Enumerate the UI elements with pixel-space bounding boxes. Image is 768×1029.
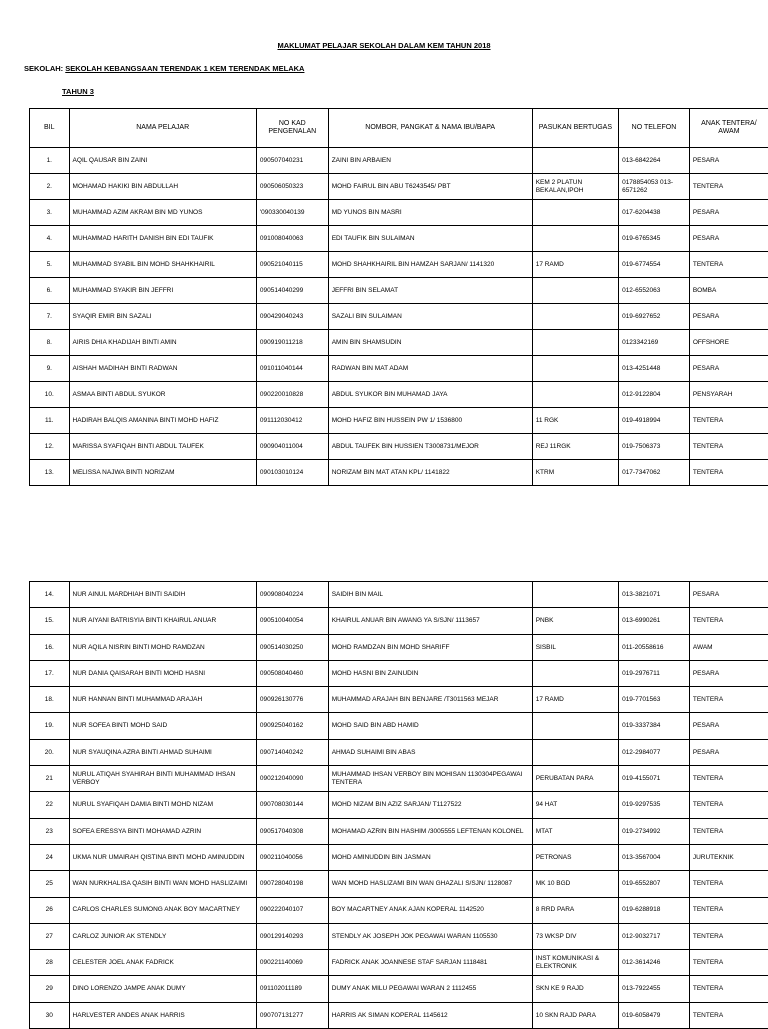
cell-ic: 090507040231: [256, 148, 328, 174]
cell-ic: 090714040242: [256, 739, 328, 765]
table-row: [30, 923, 768, 949]
cell-pasukan: 17 RAMD: [532, 687, 618, 713]
cell-bil: 4.: [30, 226, 70, 252]
cell-telefon: 019-6058479: [619, 1002, 690, 1028]
cell-pasukan: [532, 200, 618, 226]
cell-bapa: DUMY ANAK MILU PEGAWAI WARAN 2 1112455: [328, 976, 532, 1002]
cell-nama: HARLVESTER ANDES ANAK HARRIS: [69, 1002, 256, 1028]
table-row: [30, 460, 768, 486]
cell-telefon: 011-20558616: [619, 634, 690, 660]
cell-status: TENTERA: [689, 897, 768, 923]
cell-nama: NUR AQILA NISRIN BINTI MOHD RAMDZAN: [69, 634, 256, 660]
cell-ic: 091102011189: [256, 976, 328, 1002]
cell-ic: 090222040107: [256, 897, 328, 923]
cell-nama: AISHAH MADIHAH BINTI RADWAN: [69, 356, 256, 382]
cell-telefon: 017-7347062: [619, 460, 690, 486]
cell-telefon: 013-7922455: [619, 976, 690, 1002]
cell-nama: MUHAMMAD AZIM AKRAM BIN MD YUNOS: [69, 200, 256, 226]
cell-status: TENTERA: [689, 976, 768, 1002]
cell-pasukan: 8 RRD PARA: [532, 897, 618, 923]
cell-bapa: MOHD SAID BIN ABD HAMID: [328, 713, 532, 739]
cell-pasukan: INST KOMUNIKASI & ELEKTRONIK: [532, 950, 618, 976]
cell-ic: 090103010124: [256, 460, 328, 486]
cell-bil: 17.: [30, 660, 70, 686]
table-row: [30, 713, 768, 739]
table-row: [30, 582, 768, 608]
cell-pasukan: [532, 148, 618, 174]
cell-bapa: MOHD RAMDZAN BIN MOHD SHARIFF: [328, 634, 532, 660]
table-row: [30, 356, 768, 382]
cell-pasukan: 73 WKSP DIV: [532, 923, 618, 949]
cell-ic: 090521040115: [256, 252, 328, 278]
table-row: [30, 382, 768, 408]
cell-telefon: 017-6204438: [619, 200, 690, 226]
cell-nama: UKMA NUR UMAIRAH QISTINA BINTI MOHD AMINUDDIN: [69, 844, 256, 870]
cell-nama: NUR AIYANI BATRISYIA BINTI KHAIRUL ANUAR: [69, 608, 256, 634]
cell-pasukan: SISBIL: [532, 634, 618, 660]
cell-bapa: EDI TAUFIK BIN SULAIMAN: [328, 226, 532, 252]
table-row: [30, 844, 768, 870]
cell-bapa: STENDLY AK JOSEPH JOK PEGAWAI WARAN 1105530: [328, 923, 532, 949]
cell-status: TENTERA: [689, 434, 768, 460]
cell-ic: 090211040056: [256, 844, 328, 870]
cell-status: PENSYARAH: [689, 382, 768, 408]
cell-ic: 090926130776: [256, 687, 328, 713]
cell-bil: 8.: [30, 330, 70, 356]
cell-bil: 21: [30, 766, 70, 792]
cell-ic: 090904011004: [256, 434, 328, 460]
cell-nama: NURUL SYAFIQAH DAMIA BINTI MOHD NIZAM: [69, 792, 256, 818]
cell-telefon: 019-6927652: [619, 304, 690, 330]
cell-bapa: NORIZAM BIN MAT ATAN KPL/ 1141822: [328, 460, 532, 486]
cell-nama: MUHAMMAD SYABIL BIN MOHD SHAHKHAIRIL: [69, 252, 256, 278]
cell-bapa: RADWAN BIN MAT ADAM: [328, 356, 532, 382]
cell-bapa: WAN MOHD HASLIZAMI BIN WAN GHAZALI S/SJN/ 1128087: [328, 871, 532, 897]
table-row: [30, 687, 768, 713]
cell-ic: 090514040299: [256, 278, 328, 304]
table-row: [30, 408, 768, 434]
cell-status: TENTERA: [689, 687, 768, 713]
table-row: [30, 278, 768, 304]
cell-bil: 13.: [30, 460, 70, 486]
cell-ic: 090925040162: [256, 713, 328, 739]
table-row: [30, 766, 768, 792]
cell-telefon: 0123342169: [619, 330, 690, 356]
cell-nama: CARLOZ JUNIOR AK STENDLY: [69, 923, 256, 949]
cell-nama: MOHAMAD HAKIKI BIN ABDULLAH: [69, 174, 256, 200]
cell-nama: NUR SOFEA BINTI MOHD SAID: [69, 713, 256, 739]
cell-nama: NUR SYAUQINA AZRA BINTI AHMAD SUHAIMI: [69, 739, 256, 765]
cell-bil: 16.: [30, 634, 70, 660]
cell-telefon: 012-3614246: [619, 950, 690, 976]
col-pasukan: PASUKAN BERTUGAS: [532, 109, 618, 148]
cell-telefon: 019-7701563: [619, 687, 690, 713]
cell-bil: 9.: [30, 356, 70, 382]
cell-bil: 2.: [30, 174, 70, 200]
cell-status: TENTERA: [689, 460, 768, 486]
cell-telefon: 019-4918994: [619, 408, 690, 434]
cell-status: TENTERA: [689, 871, 768, 897]
cell-telefon: 019-6774554: [619, 252, 690, 278]
cell-pasukan: [532, 330, 618, 356]
cell-bil: 10.: [30, 382, 70, 408]
cell-status: PESARA: [689, 713, 768, 739]
student-table-1: [29, 108, 768, 486]
table-row: [30, 871, 768, 897]
table-row: [30, 818, 768, 844]
cell-telefon: 012-9032717: [619, 923, 690, 949]
table-row: [30, 608, 768, 634]
cell-nama: ASMAA BINTI ABDUL SYUKOR: [69, 382, 256, 408]
cell-status: TENTERA: [689, 792, 768, 818]
table-row: [30, 976, 768, 1002]
cell-nama: SOFEA ERESSYA BINTI MOHAMAD AZRIN: [69, 818, 256, 844]
cell-pasukan: MK 10 BGD: [532, 871, 618, 897]
cell-bapa: MUHAMMAD IHSAN VERBOY BIN MOHISAN 1130304PEGAWAI TENTERA: [328, 766, 532, 792]
cell-nama: NUR AINUL MARDHIAH BINTI SAIDIH: [69, 582, 256, 608]
cell-ic: 090728040198: [256, 871, 328, 897]
cell-nama: NUR HANNAN BINTI MUHAMMAD ARAJAH: [69, 687, 256, 713]
cell-telefon: 019-6765345: [619, 226, 690, 252]
table-header-row: [30, 109, 768, 148]
cell-pasukan: [532, 226, 618, 252]
document-title: MAKLUMAT PELAJAR SEKOLAH DALAM KEM TAHUN 2018: [0, 41, 768, 50]
cell-bapa: HARRIS AK SIMAN KOPERAL 1145612: [328, 1002, 532, 1028]
cell-nama: AIRIS DHIA KHADIJAH BINTI AMIN: [69, 330, 256, 356]
cell-ic: 090514030250: [256, 634, 328, 660]
table-row: [30, 200, 768, 226]
cell-nama: AQIL QAUSAR BIN ZAINI: [69, 148, 256, 174]
col-telefon: NO TELEFON: [619, 109, 690, 148]
cell-telefon: 013-3567004: [619, 844, 690, 870]
table-row: [30, 950, 768, 976]
cell-ic: 090429040243: [256, 304, 328, 330]
col-status: ANAK TENTERA/ AWAM: [689, 109, 768, 148]
cell-status: TENTERA: [689, 174, 768, 200]
cell-pasukan: [532, 278, 618, 304]
table-row: [30, 148, 768, 174]
cell-pasukan: [532, 382, 618, 408]
cell-pasukan: [532, 739, 618, 765]
cell-telefon: 0178854053 013-6571262: [619, 174, 690, 200]
school-name: SEKOLAH KEBANGSAAN TERENDAK 1 KEM TERENDAK MELAKA: [65, 64, 304, 73]
table-row: [30, 434, 768, 460]
cell-ic: 090708030144: [256, 792, 328, 818]
cell-bil: 15.: [30, 608, 70, 634]
cell-pasukan: PNBK: [532, 608, 618, 634]
cell-status: BOMBA: [689, 278, 768, 304]
cell-bil: 22: [30, 792, 70, 818]
cell-pasukan: KTRM: [532, 460, 618, 486]
col-bapa: NOMBOR, PANGKAT & NAMA IBU/BAPA: [328, 109, 532, 148]
cell-nama: SYAQIR EMIR BIN SAZALI: [69, 304, 256, 330]
cell-bil: 23: [30, 818, 70, 844]
table-row: [30, 226, 768, 252]
cell-bapa: MOHD AMINUDDIN BIN JASMAN: [328, 844, 532, 870]
cell-status: PESARA: [689, 148, 768, 174]
cell-telefon: 019-3337384: [619, 713, 690, 739]
cell-bil: 30: [30, 1002, 70, 1028]
cell-bapa: ABDUL TAUFEK BIN HUSSIEN T3008731/MEJOR: [328, 434, 532, 460]
cell-pasukan: PERUBATAN PARA: [532, 766, 618, 792]
cell-pasukan: 17 RAMD: [532, 252, 618, 278]
cell-bapa: MOHD HASNI BIN ZAINUDIN: [328, 660, 532, 686]
cell-bil: 14.: [30, 582, 70, 608]
cell-telefon: 013-4251448: [619, 356, 690, 382]
cell-status: TENTERA: [689, 252, 768, 278]
table-row: [30, 1002, 768, 1028]
cell-ic: 090919011218: [256, 330, 328, 356]
cell-status: TENTERA: [689, 766, 768, 792]
cell-bapa: MOHAMAD AZRIN BIN HASHIM /3005555 LEFTENAN KOLONEL: [328, 818, 532, 844]
cell-bil: 18.: [30, 687, 70, 713]
cell-bil: 19.: [30, 713, 70, 739]
cell-bil: 12.: [30, 434, 70, 460]
cell-nama: CELESTER JOEL ANAK FADRICK: [69, 950, 256, 976]
col-ic: NO KAD PENGENALAN: [256, 109, 328, 148]
cell-telefon: 019-9297535: [619, 792, 690, 818]
cell-telefon: 012-6552063: [619, 278, 690, 304]
cell-bil: 6.: [30, 278, 70, 304]
cell-ic: 090506050323: [256, 174, 328, 200]
cell-pasukan: [532, 356, 618, 382]
student-table-2: [29, 581, 768, 1029]
cell-bil: 27: [30, 923, 70, 949]
table-row: [30, 660, 768, 686]
year-label: TAHUN 3: [62, 87, 94, 96]
cell-ic: 090129140293: [256, 923, 328, 949]
table-row: [30, 330, 768, 356]
cell-pasukan: [532, 660, 618, 686]
cell-status: PESARA: [689, 356, 768, 382]
cell-bapa: MOHD SHAHKHAIRIL BIN HAMZAH SARJAN/ 1141320: [328, 252, 532, 278]
cell-status: TENTERA: [689, 608, 768, 634]
cell-bapa: MOHD HAFIZ BIN HUSSEIN PW 1/ 1536800: [328, 408, 532, 434]
cell-bil: 20.: [30, 739, 70, 765]
cell-bapa: BOY MACARTNEY ANAK AJAN KOPERAL 1142520: [328, 897, 532, 923]
cell-nama: MELISSA NAJWA BINTI NORIZAM: [69, 460, 256, 486]
cell-status: PESARA: [689, 582, 768, 608]
cell-bil: 3.: [30, 200, 70, 226]
cell-bapa: MD YUNOS BIN MASRI: [328, 200, 532, 226]
school-line: [24, 64, 304, 73]
cell-bapa: KHAIRUL ANUAR BIN AWANG YA S/SJN/ 1113657: [328, 608, 532, 634]
cell-bil: 25: [30, 871, 70, 897]
cell-bapa: AMIN BIN SHAMSUDIN: [328, 330, 532, 356]
cell-bapa: MOHD FAIRUL BIN ABU T6243545/ PBT: [328, 174, 532, 200]
cell-nama: WAN NURKHALISA QASIH BINTI WAN MOHD HASLIZAIMI: [69, 871, 256, 897]
cell-bil: 26: [30, 897, 70, 923]
cell-bil: 1.: [30, 148, 70, 174]
table-row: [30, 792, 768, 818]
cell-telefon: 012-9122804: [619, 382, 690, 408]
cell-ic: 091008040063: [256, 226, 328, 252]
cell-ic: 091011040144: [256, 356, 328, 382]
cell-nama: NURUL ATIQAH SYAHIRAH BINTI MUHAMMAD IHSAN VERBOY: [69, 766, 256, 792]
cell-ic: 090510040054: [256, 608, 328, 634]
cell-ic: '090330040139: [256, 200, 328, 226]
cell-telefon: 013-3821071: [619, 582, 690, 608]
table-row: [30, 634, 768, 660]
cell-bil: 28: [30, 950, 70, 976]
cell-status: PESARA: [689, 660, 768, 686]
cell-pasukan: [532, 582, 618, 608]
cell-bapa: SAZALI BIN SULAIMAN: [328, 304, 532, 330]
cell-pasukan: 11 RGK: [532, 408, 618, 434]
table-row: [30, 252, 768, 278]
cell-ic: 090908040224: [256, 582, 328, 608]
cell-status: OFFSHORE: [689, 330, 768, 356]
cell-bil: 29: [30, 976, 70, 1002]
table-row: [30, 739, 768, 765]
cell-telefon: 019-2976711: [619, 660, 690, 686]
cell-nama: MARISSA SYAFIQAH BINTI ABDUL TAUFEK: [69, 434, 256, 460]
cell-status: TENTERA: [689, 818, 768, 844]
cell-pasukan: KEM 2 PLATUN BEKALAN,IPOH: [532, 174, 618, 200]
cell-nama: CARLOS CHARLES SUMONG ANAK BOY MACARTNEY: [69, 897, 256, 923]
cell-ic: 090517040308: [256, 818, 328, 844]
cell-status: JURUTEKNIK: [689, 844, 768, 870]
cell-bapa: ZAINI BIN ARBAIEN: [328, 148, 532, 174]
cell-bapa: MUHAMMAD ARAJAH BIN BENJARE /T3011563 MEJAR: [328, 687, 532, 713]
cell-ic: 090221140069: [256, 950, 328, 976]
table-row: [30, 174, 768, 200]
cell-bapa: MOHD NIZAM BIN AZIZ SARJAN/ T1127522: [328, 792, 532, 818]
cell-bil: 7.: [30, 304, 70, 330]
cell-pasukan: [532, 304, 618, 330]
cell-pasukan: PETRONAS: [532, 844, 618, 870]
cell-status: PESARA: [689, 739, 768, 765]
cell-pasukan: SKN KE 9 RAJD: [532, 976, 618, 1002]
cell-pasukan: REJ 11RGK: [532, 434, 618, 460]
cell-status: TENTERA: [689, 923, 768, 949]
cell-telefon: 019-4155071: [619, 766, 690, 792]
cell-status: TENTERA: [689, 408, 768, 434]
cell-bapa: JEFFRI BIN SELAMAT: [328, 278, 532, 304]
cell-nama: DINO LORENZO JAMPE ANAK DUMY: [69, 976, 256, 1002]
cell-telefon: 019-6552807: [619, 871, 690, 897]
school-label: SEKOLAH:: [24, 64, 63, 73]
cell-pasukan: 94 HAT: [532, 792, 618, 818]
cell-telefon: 019-6288918: [619, 897, 690, 923]
cell-bapa: AHMAD SUHAIMI BIN ABAS: [328, 739, 532, 765]
cell-status: AWAM: [689, 634, 768, 660]
col-bil: BIL: [30, 109, 70, 148]
cell-bil: 5.: [30, 252, 70, 278]
cell-nama: MUHAMMAD HARITH DANISH BIN EDI TAUFIK: [69, 226, 256, 252]
cell-ic: 090212040090: [256, 766, 328, 792]
cell-bil: 11.: [30, 408, 70, 434]
table-row: [30, 304, 768, 330]
cell-nama: NUR DANIA QAISARAH BINTI MOHD HASNI: [69, 660, 256, 686]
col-nama: NAMA PELAJAR: [69, 109, 256, 148]
cell-pasukan: [532, 713, 618, 739]
cell-status: PESARA: [689, 226, 768, 252]
table-row: [30, 897, 768, 923]
cell-nama: MUHAMMAD SYAKIR BIN JEFFRI: [69, 278, 256, 304]
cell-status: PESARA: [689, 304, 768, 330]
cell-pasukan: 10 SKN RAJD PARA: [532, 1002, 618, 1028]
cell-bapa: ABDUL SYUKOR BIN MUHAMAD JAYA: [328, 382, 532, 408]
cell-status: PESARA: [689, 200, 768, 226]
cell-ic: 090707131277: [256, 1002, 328, 1028]
cell-nama: HADIRAH BALQIS AMANINA BINTI MOHD HAFIZ: [69, 408, 256, 434]
cell-telefon: 013-6990261: [619, 608, 690, 634]
cell-telefon: 019-2734992: [619, 818, 690, 844]
cell-ic: 090220010828: [256, 382, 328, 408]
cell-bapa: FADRICK ANAK JOANNESE STAF SARJAN 1118481: [328, 950, 532, 976]
cell-ic: 091112030412: [256, 408, 328, 434]
cell-status: TENTERA: [689, 950, 768, 976]
cell-telefon: 019-7506373: [619, 434, 690, 460]
cell-pasukan: MTAT: [532, 818, 618, 844]
cell-telefon: 012-2984077: [619, 739, 690, 765]
cell-bil: 24: [30, 844, 70, 870]
cell-bapa: SAIDIH BIN MAIL: [328, 582, 532, 608]
cell-ic: 090508040460: [256, 660, 328, 686]
cell-status: TENTERA: [689, 1002, 768, 1028]
cell-telefon: 013-6842264: [619, 148, 690, 174]
